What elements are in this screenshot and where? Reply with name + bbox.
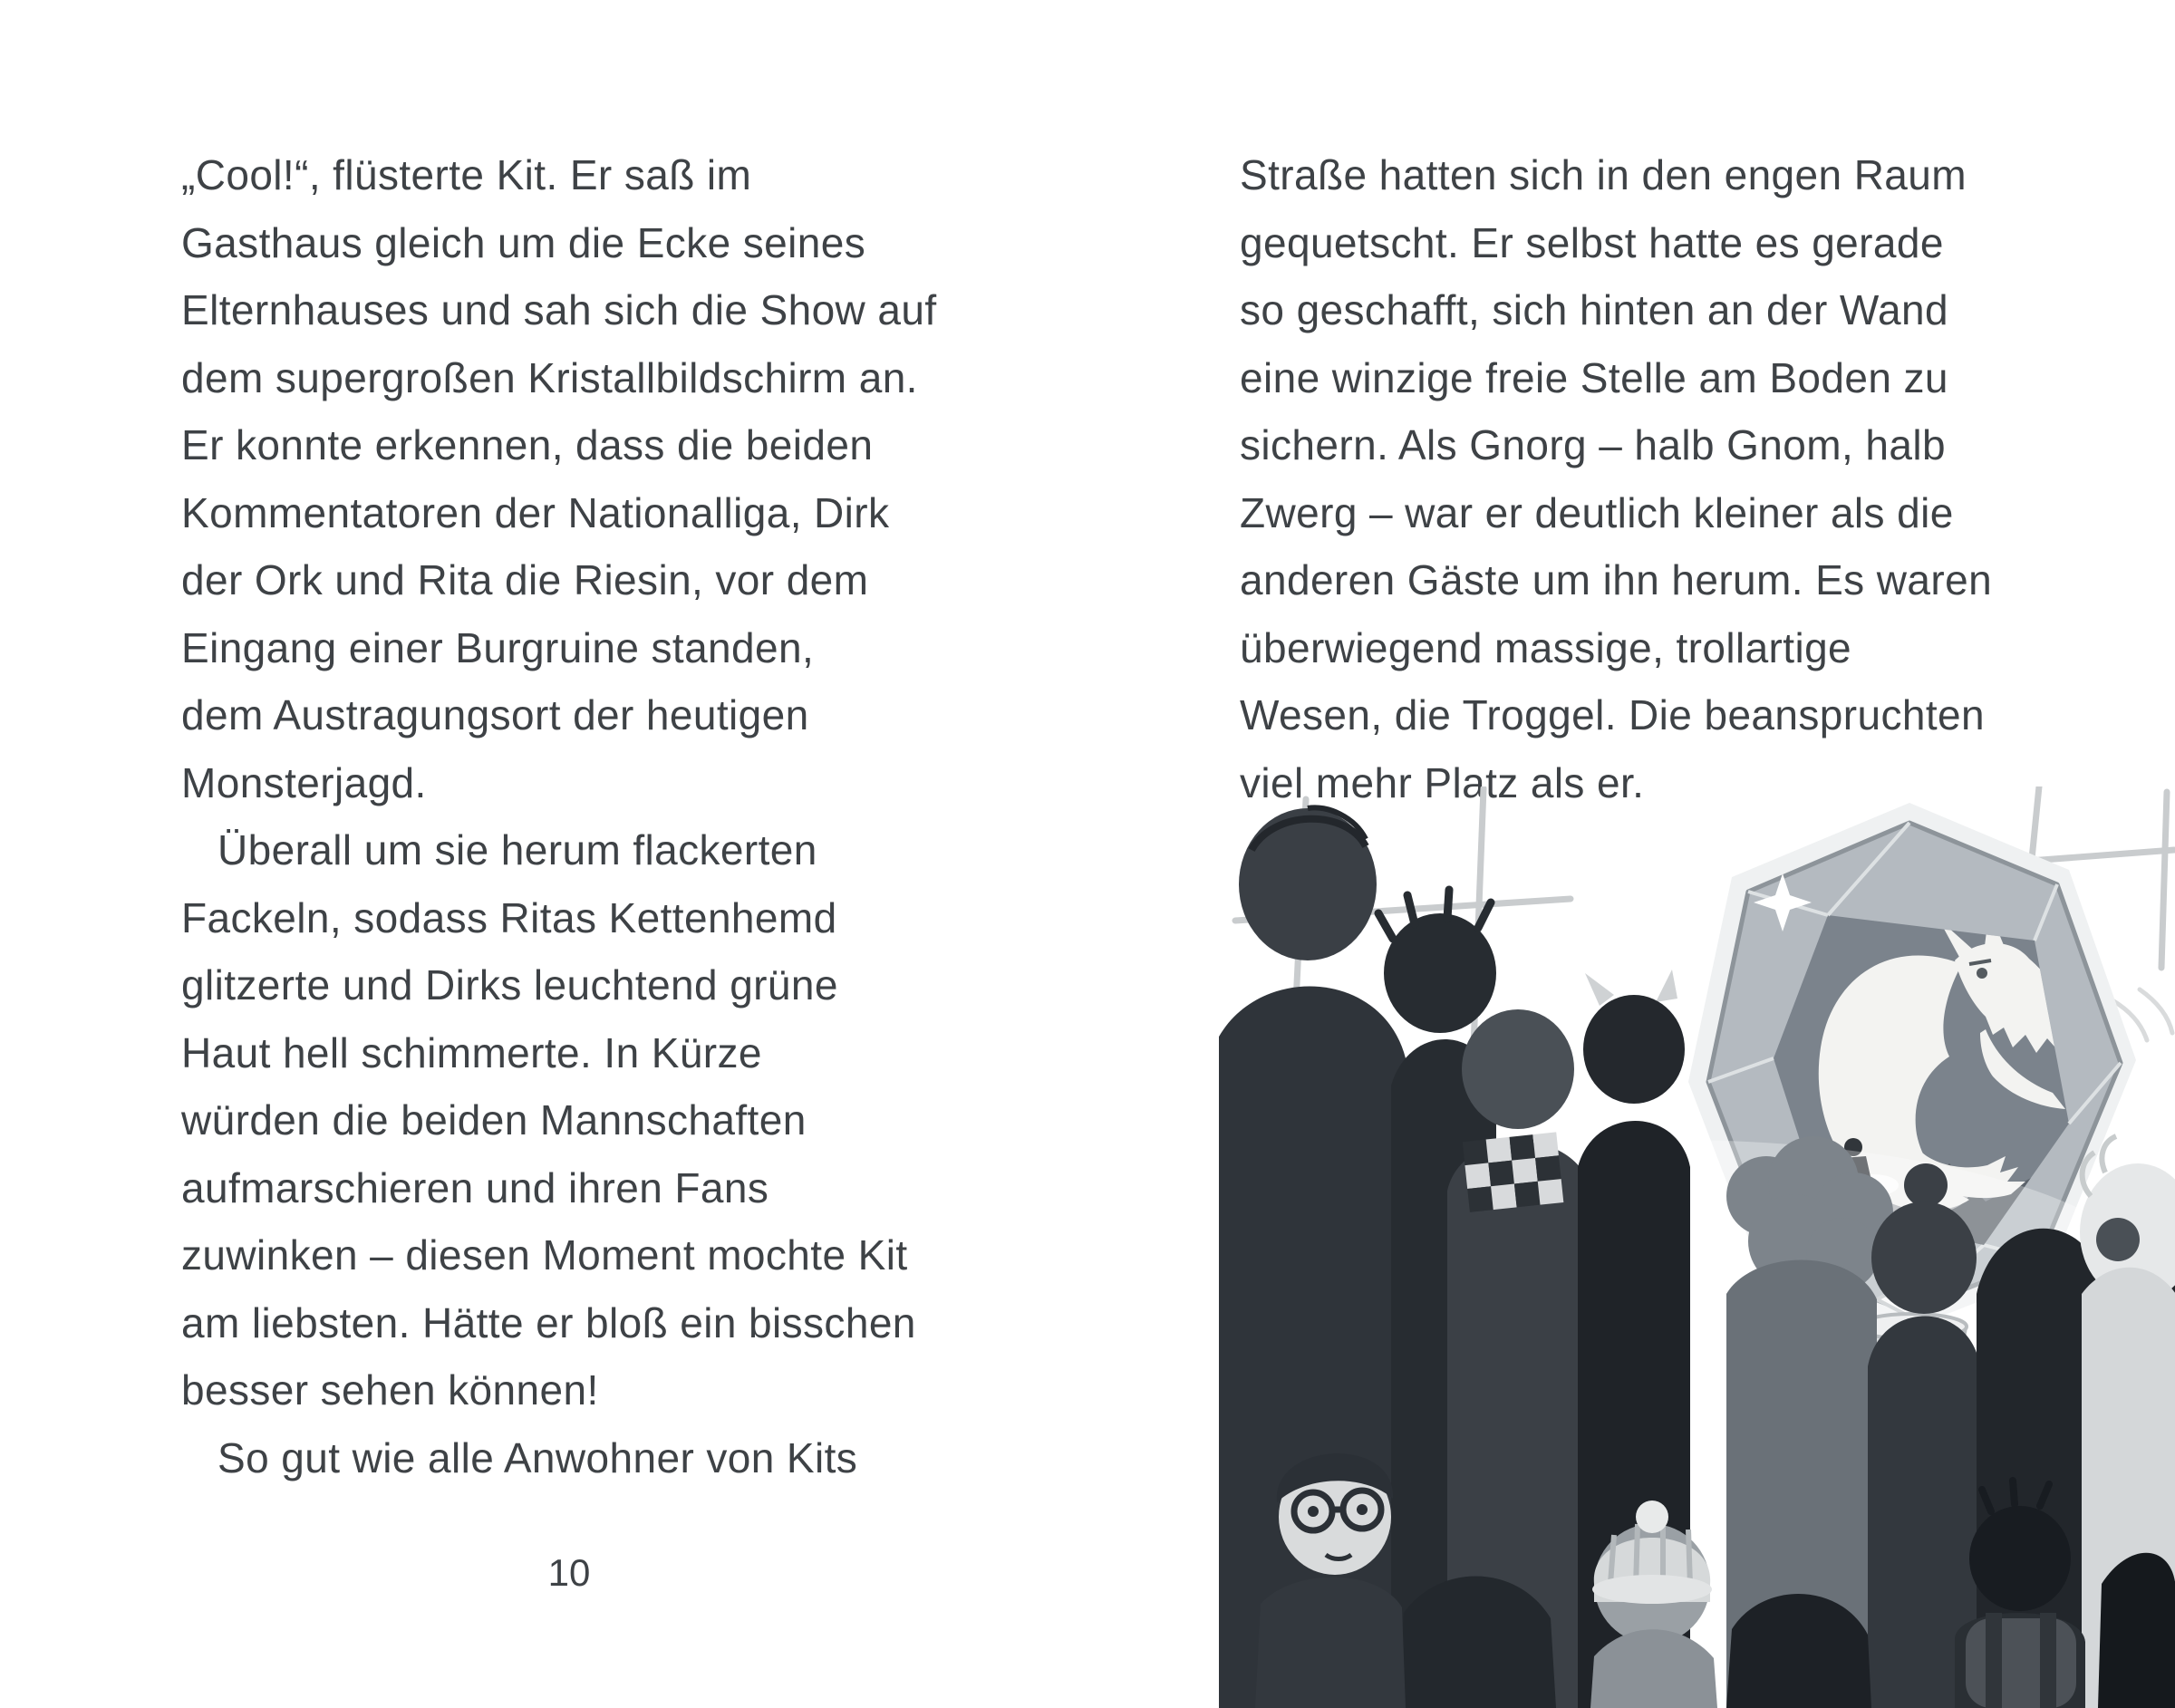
text-line: Monsterjagd. [181, 758, 427, 806]
text-line: So gut wie alle Anwohner von Kits [218, 1433, 858, 1481]
text-line: Straße hatten sich in den engen Raum [1240, 151, 1967, 198]
text-line: Wesen, die Troggel. Die beanspruchten [1240, 691, 1986, 738]
text-line: anderen Gäste um ihn herum. Es waren [1240, 556, 1993, 603]
text-line: am liebsten. Hätte er bloß ein bisschen [181, 1298, 916, 1346]
text-line: der Ork und Rita die Riesin, vor dem [181, 556, 869, 603]
checker-scarf [1463, 1132, 1564, 1211]
text-line: besser sehen können! [181, 1366, 599, 1414]
text-line: Gasthaus gleich um die Ecke seines [181, 218, 866, 266]
text-line: so geschafft, sich hinten an der Wand [1240, 286, 1948, 333]
text-line: Elternhauses und sah sich die Show auf [181, 286, 937, 333]
text-line: würden die beiden Mannschaften [181, 1096, 807, 1143]
person-silhouette [2098, 1553, 2175, 1708]
text-line: dem Austragungsort der heutigen [181, 691, 809, 738]
text-line: „Cool!“, flüsterte Kit. Er saß im [181, 151, 752, 198]
right-text-column [1240, 141, 2110, 816]
text-line: überwiegend massige, trollartige [1240, 623, 1852, 671]
text-line: Eingang einer Burgruine standen, [181, 623, 815, 671]
illustration-svg [1219, 786, 2175, 1708]
text-line: Haut hell schimmerte. In Kürze [181, 1028, 762, 1076]
text-line: aufmarschieren und ihren Fans [181, 1163, 769, 1211]
page-number: 10 [547, 1551, 591, 1594]
text-line: viel mehr Platz als er. [1240, 758, 1645, 806]
text-line: Kommentatoren der Nationalliga, Dirk [181, 488, 890, 536]
text-line: Fackeln, sodass Ritas Kettenhemd [181, 893, 837, 941]
text-line: dem supergroßen Kristallbildschirm an. [181, 353, 918, 401]
text-line: gequetscht. Er selbst hatte es gerade [1240, 218, 1944, 266]
text-line: Zwerg – war er deutlich kleiner als die [1240, 488, 1954, 536]
text-line: eine winzige freie Stelle am Boden zu [1240, 353, 1948, 401]
text-line: glitzerte und Dirks leuchtend grüne [181, 961, 838, 1008]
text-line: zuwinken – diesen Moment mochte Kit [181, 1231, 908, 1279]
left-text-column [181, 141, 1051, 1491]
person-short-hair [1219, 807, 1406, 1708]
text-line: Er konnte erkennen, dass die beiden [181, 421, 874, 468]
text-line: Überall um sie herum flackerten [218, 826, 817, 873]
text-line: sichern. Als Gnorg – halb Gnom, halb [1240, 421, 1946, 468]
crowd-crystal-illustration [1219, 786, 2175, 1708]
